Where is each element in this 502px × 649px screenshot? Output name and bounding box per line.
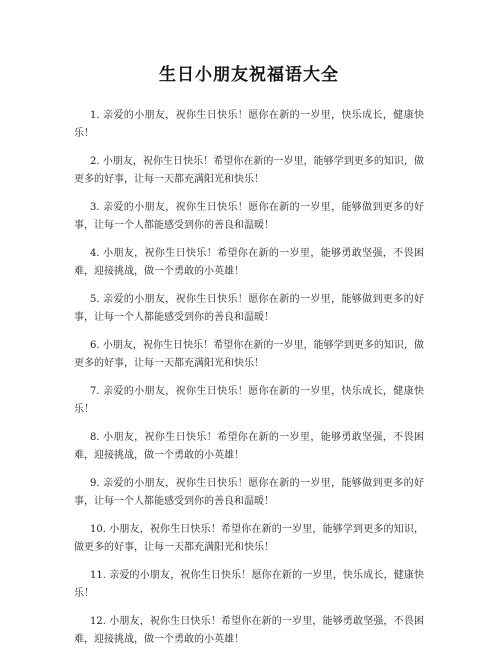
wish-item-1: 1. 亲爱的小朋友，祝你生日快乐！愿你在新的一岁里，快乐成长，健康快乐！ — [74, 110, 424, 139]
wish-item-10: 10. 小朋友，祝你生日快乐！希望你在新的一岁里，能够学到更多的知识，做更多的好事，让每一天都充满阳光和快乐！ — [74, 524, 424, 553]
wish-item-3: 3. 亲爱的小朋友，祝你生日快乐！愿你在新的一岁里，能够做到更多的好事，让每一个人都能感受到你的善良和温暖！ — [74, 202, 424, 231]
wish-item-5: 5. 亲爱的小朋友，祝你生日快乐！愿你在新的一岁里，能够做到更多的好事，让每一个人都能感受到你的善良和温暖！ — [74, 294, 424, 323]
wish-item-7: 7. 亲爱的小朋友，祝你生日快乐！愿你在新的一岁里，快乐成长，健康快乐！ — [74, 386, 424, 415]
document-title: 生日小朋友祝福语大全 — [159, 65, 339, 85]
wish-item-2: 2. 小朋友，祝你生日快乐！希望你在新的一岁里，能够学到更多的知识，做更多的好事，让每一天都充满阳光和快乐！ — [74, 156, 424, 185]
wish-item-8: 8. 小朋友，祝你生日快乐！希望你在新的一岁里，能够勇敢坚强，不畏困难，迎接挑战，做一个勇敢的小英雄！ — [74, 432, 424, 461]
wish-item-4: 4. 小朋友，祝你生日快乐！希望你在新的一岁里，能够勇敢坚强，不畏困难，迎接挑战，做一个勇敢的小英雄！ — [74, 248, 424, 277]
wish-list — [74, 107, 424, 649]
wish-item-6: 6. 小朋友，祝你生日快乐！希望你在新的一岁里，能够学到更多的知识，做更多的好事，让每一天都充满阳光和快乐！ — [74, 340, 424, 369]
wish-item-11: 11. 亲爱的小朋友，祝你生日快乐！愿你在新的一岁里，快乐成长，健康快乐！ — [74, 570, 424, 599]
wish-item-12: 12. 小朋友，祝你生日快乐！希望你在新的一岁里，能够勇敢坚强，不畏困难，迎接挑战，做一个勇敢的小英雄！ — [74, 616, 424, 645]
wish-item-9: 9. 亲爱的小朋友，祝你生日快乐！愿你在新的一岁里，能够做到更多的好事，让每一个人都能感受到你的善良和温暖！ — [74, 478, 424, 507]
